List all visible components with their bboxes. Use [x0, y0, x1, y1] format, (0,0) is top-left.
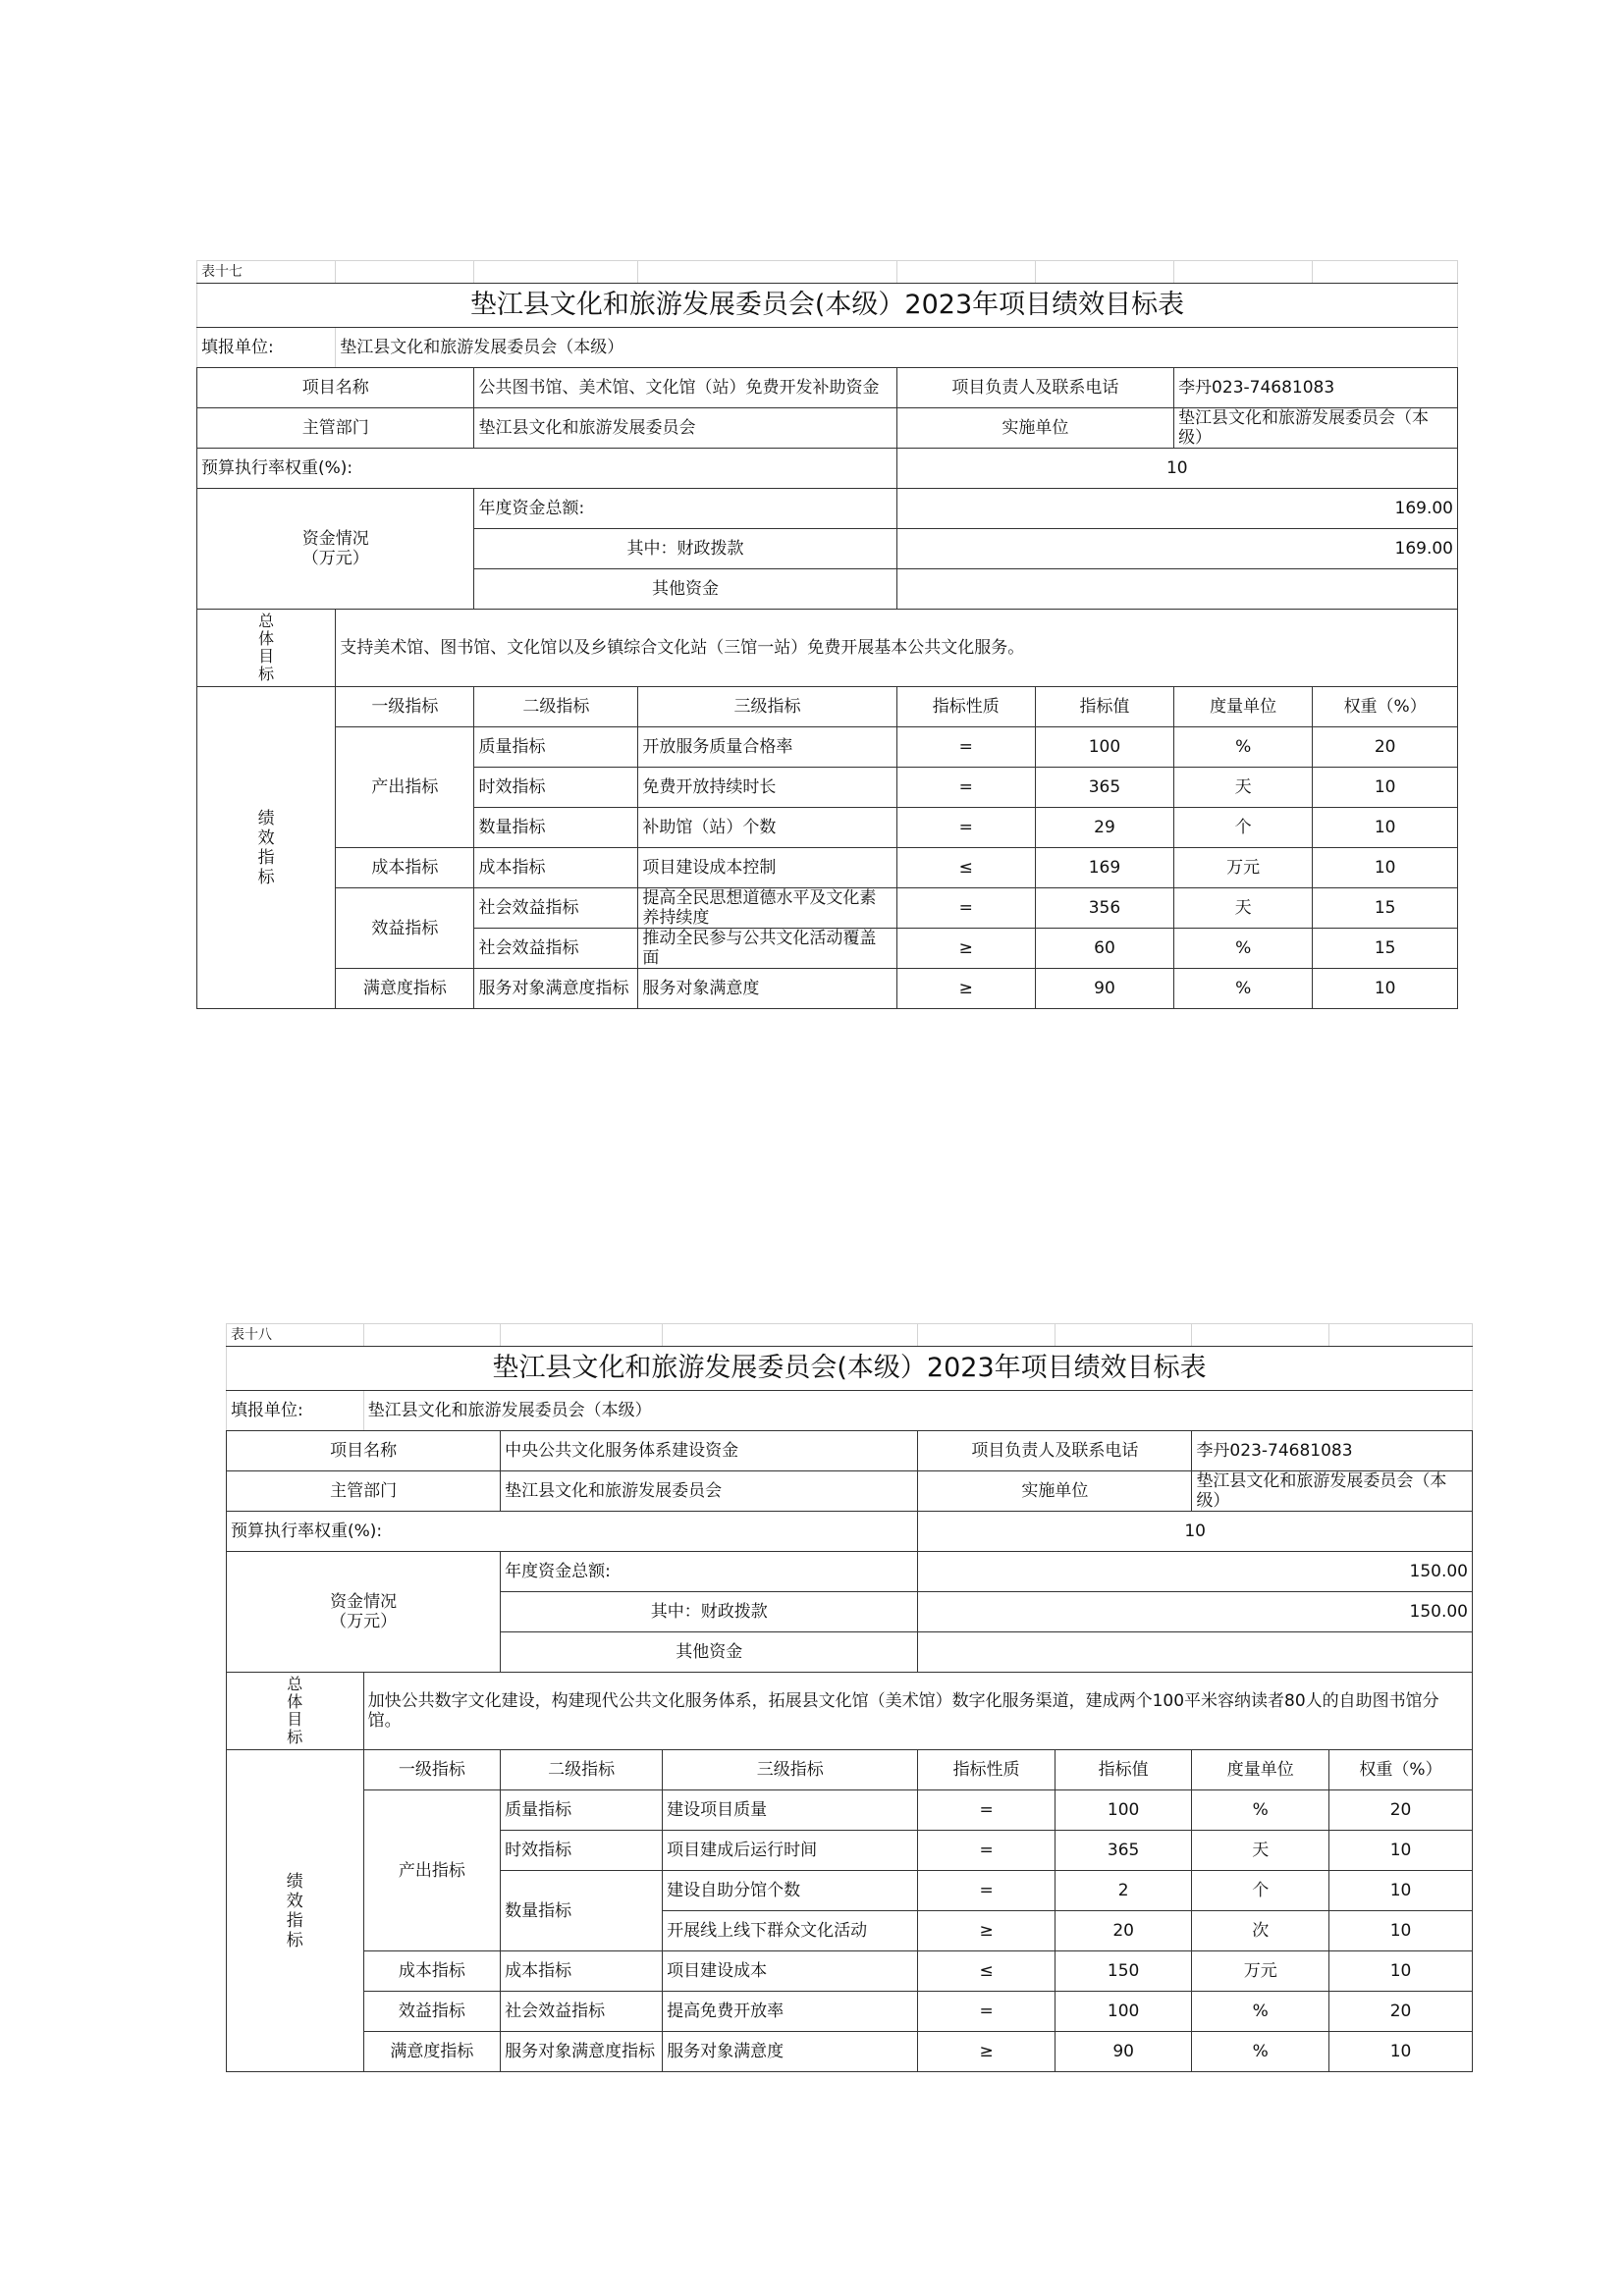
indicator-nature: ≤: [896, 848, 1035, 888]
indicator-weight: 10: [1329, 1831, 1473, 1871]
indicator-weight: 15: [1313, 929, 1458, 969]
column-header: 指标值: [1055, 1750, 1192, 1790]
indicator-weight: 10: [1313, 848, 1458, 888]
overall-goal-text: 支持美术馆、图书馆、文化馆以及乡镇综合文化站（三馆一站）免费开展基本公共文化服务。: [336, 610, 1458, 687]
reporting-unit-value: 垫江县文化和旅游发展委员会（本级）: [336, 328, 1458, 368]
indicator-value: 90: [1055, 2032, 1192, 2072]
indicator-unit: %: [1192, 2032, 1329, 2072]
budget-weight-label: 预算执行率权重(%):: [227, 1512, 918, 1552]
performance-indicators-label: 绩 效 指 标: [227, 1750, 364, 2072]
implementing-unit-label: 实施单位: [896, 408, 1173, 449]
indicator-weight: 10: [1313, 969, 1458, 1009]
level2-indicator: 社会效益指标: [474, 888, 638, 929]
department-label: 主管部门: [227, 1471, 501, 1512]
level2-indicator: 社会效益指标: [474, 929, 638, 969]
table-row: [197, 489, 1458, 529]
indicator-unit: %: [1174, 727, 1313, 768]
project-name-label: 项目名称: [197, 368, 474, 408]
empty-cell: [638, 261, 896, 284]
indicator-weight: 15: [1313, 888, 1458, 929]
empty-cell: [501, 1324, 663, 1347]
empty-cell: [1313, 261, 1458, 284]
indicator-value: 2: [1055, 1871, 1192, 1911]
level3-indicator: 项目建设成本: [663, 1951, 918, 1992]
budget-weight-value: 10: [896, 449, 1457, 489]
level2-indicator: 成本指标: [501, 1951, 663, 1992]
fiscal-funds-label: 其中：财政拨款: [501, 1592, 918, 1632]
indicator-unit: 天: [1174, 768, 1313, 808]
column-header: 二级指标: [474, 687, 638, 727]
funds-label: 资金情况 （万元）: [227, 1552, 501, 1673]
indicator-nature: =: [918, 1790, 1056, 1831]
overall-goal-text: 加快公共数字文化建设，构建现代公共文化服务体系，拓展县文化馆（美术馆）数字化服务渠道，建成两个100平米容纳读者80人的自助图书馆分馆。: [363, 1673, 1472, 1750]
table-row: [197, 727, 1458, 768]
empty-cell: [663, 1324, 918, 1347]
annual-funds-value: 169.00: [896, 489, 1457, 529]
fiscal-funds-value: 150.00: [918, 1592, 1473, 1632]
indicator-nature: ≥: [896, 929, 1035, 969]
column-header: 权重（%）: [1313, 687, 1458, 727]
level2-indicator: 数量指标: [501, 1871, 663, 1951]
indicator-unit: 万元: [1174, 848, 1313, 888]
level2-indicator: 成本指标: [474, 848, 638, 888]
table-row: [227, 1471, 1473, 1512]
level3-indicator: 建设自助分馆个数: [663, 1871, 918, 1911]
level3-indicator: 补助馆（站）个数: [638, 808, 896, 848]
table-row: [227, 1391, 1473, 1431]
level1-indicator: 产出指标: [336, 727, 474, 848]
empty-cell: [1329, 1324, 1473, 1347]
indicator-weight: 20: [1313, 727, 1458, 768]
table-number-label: 表十八: [227, 1324, 364, 1347]
overall-goal-label: 总 体 目 标: [197, 610, 336, 687]
level3-indicator: 提高免费开放率: [663, 1992, 918, 2032]
implementing-unit-label: 实施单位: [918, 1471, 1192, 1512]
indicator-weight: 10: [1313, 768, 1458, 808]
indicator-unit: 个: [1192, 1871, 1329, 1911]
empty-cell: [918, 1324, 1056, 1347]
empty-cell: [336, 261, 474, 284]
column-header: 二级指标: [501, 1750, 663, 1790]
contact-label: 项目负责人及联系电话: [918, 1431, 1192, 1471]
indicator-value: 29: [1035, 808, 1173, 848]
indicator-value: 365: [1035, 768, 1173, 808]
implementing-unit-value: 垫江县文化和旅游发展委员会（本级）: [1192, 1471, 1473, 1512]
indicator-unit: 个: [1174, 808, 1313, 848]
indicator-value: 100: [1055, 1790, 1192, 1831]
level3-indicator: 项目建成后运行时间: [663, 1831, 918, 1871]
fiscal-funds-label: 其中：财政拨款: [474, 529, 896, 569]
table-row: [197, 969, 1458, 1009]
level3-indicator: 服务对象满意度: [663, 2032, 918, 2072]
department-value: 垫江县文化和旅游发展委员会: [474, 408, 896, 449]
column-header: 指标性质: [918, 1750, 1056, 1790]
table-row: [197, 449, 1458, 489]
table-title: 垫江县文化和旅游发展委员会(本级）2023年项目绩效目标表: [197, 284, 1458, 328]
contact-label: 项目负责人及联系电话: [896, 368, 1173, 408]
level2-indicator: 质量指标: [501, 1790, 663, 1831]
table-row: [227, 1951, 1473, 1992]
department-label: 主管部门: [197, 408, 474, 449]
table-row: [197, 408, 1458, 449]
reporting-unit-value: 垫江县文化和旅游发展委员会（本级）: [363, 1391, 1472, 1431]
indicator-unit: 次: [1192, 1911, 1329, 1951]
column-header: 三级指标: [638, 687, 896, 727]
indicator-value: 100: [1055, 1992, 1192, 2032]
level3-indicator: 开展线上线下群众文化活动: [663, 1911, 918, 1951]
column-header: 指标性质: [896, 687, 1035, 727]
level3-indicator: 免费开放持续时长: [638, 768, 896, 808]
level3-indicator: 服务对象满意度: [638, 969, 896, 1009]
table-grid: [226, 1323, 1473, 2072]
level2-indicator: 质量指标: [474, 727, 638, 768]
table-row: [227, 1992, 1473, 2032]
other-funds-label: 其他资金: [501, 1632, 918, 1673]
table-row: [197, 888, 1458, 929]
indicator-nature: =: [896, 768, 1035, 808]
budget-weight-label: 预算执行率权重(%):: [197, 449, 897, 489]
level1-indicator: 效益指标: [336, 888, 474, 969]
column-header: 三级指标: [663, 1750, 918, 1790]
indicator-weight: 10: [1329, 2032, 1473, 2072]
indicator-nature: =: [896, 727, 1035, 768]
empty-cell: [363, 1324, 501, 1347]
table-row: [227, 1790, 1473, 1831]
fiscal-funds-value: 169.00: [896, 529, 1457, 569]
level3-indicator: 开放服务质量合格率: [638, 727, 896, 768]
contact-value: 李丹023-74681083: [1174, 368, 1458, 408]
performance-table-17: [196, 260, 1458, 1009]
reporting-unit-label: 填报单位:: [227, 1391, 364, 1431]
empty-cell: [474, 261, 638, 284]
indicator-nature: =: [918, 1992, 1056, 2032]
project-name-value: 中央公共文化服务体系建设资金: [501, 1431, 918, 1471]
level2-indicator: 社会效益指标: [501, 1992, 663, 2032]
column-header: 一级指标: [336, 687, 474, 727]
level2-indicator: 时效指标: [474, 768, 638, 808]
empty-cell: [1055, 1324, 1192, 1347]
table-row: [227, 1673, 1473, 1750]
indicator-value: 20: [1055, 1911, 1192, 1951]
empty-cell: [1192, 1324, 1329, 1347]
empty-cell: [1035, 261, 1173, 284]
indicator-value: 100: [1035, 727, 1173, 768]
indicator-value: 365: [1055, 1831, 1192, 1871]
table-row: [227, 1431, 1473, 1471]
table-row: [227, 1347, 1473, 1391]
indicator-unit: 万元: [1192, 1951, 1329, 1992]
empty-cell: [896, 261, 1035, 284]
indicator-unit: %: [1192, 1992, 1329, 2032]
table-title: 垫江县文化和旅游发展委员会(本级）2023年项目绩效目标表: [227, 1347, 1473, 1391]
budget-weight-value: 10: [918, 1512, 1473, 1552]
department-value: 垫江县文化和旅游发展委员会: [501, 1471, 918, 1512]
level1-indicator: 效益指标: [363, 1992, 501, 2032]
table-row: [227, 1324, 1473, 1347]
indicator-weight: 10: [1329, 1911, 1473, 1951]
indicator-weight: 10: [1329, 1951, 1473, 1992]
column-header: 度量单位: [1192, 1750, 1329, 1790]
indicator-nature: ≥: [918, 2032, 1056, 2072]
indicator-nature: ≤: [918, 1951, 1056, 1992]
level3-indicator: 项目建设成本控制: [638, 848, 896, 888]
funds-label: 资金情况 （万元）: [197, 489, 474, 610]
column-header: 一级指标: [363, 1750, 501, 1790]
level3-indicator: 提高全民思想道德水平及文化素养持续度: [638, 888, 896, 929]
indicator-value: 169: [1035, 848, 1173, 888]
level3-indicator: 推动全民参与公共文化活动覆盖面: [638, 929, 896, 969]
annual-funds-label: 年度资金总额:: [501, 1552, 918, 1592]
annual-funds-value: 150.00: [918, 1552, 1473, 1592]
indicator-value: 90: [1035, 969, 1173, 1009]
empty-cell: [1174, 261, 1313, 284]
table-row: [197, 261, 1458, 284]
level1-indicator: 满意度指标: [336, 969, 474, 1009]
performance-table-18: [226, 1323, 1473, 2072]
table-row: [227, 1750, 1473, 1790]
level2-indicator: 数量指标: [474, 808, 638, 848]
level1-indicator: 满意度指标: [363, 2032, 501, 2072]
level1-indicator: 产出指标: [363, 1790, 501, 1951]
level1-indicator: 成本指标: [336, 848, 474, 888]
table-row: [197, 284, 1458, 328]
table-row: [197, 848, 1458, 888]
indicator-nature: =: [918, 1871, 1056, 1911]
implementing-unit-value: 垫江县文化和旅游发展委员会（本级）: [1174, 408, 1458, 449]
indicator-value: 150: [1055, 1951, 1192, 1992]
indicator-unit: 天: [1174, 888, 1313, 929]
level3-indicator: 建设项目质量: [663, 1790, 918, 1831]
table-grid: [196, 260, 1458, 1009]
annual-funds-label: 年度资金总额:: [474, 489, 896, 529]
other-funds-value: [918, 1632, 1473, 1673]
table-row: [197, 687, 1458, 727]
table-row: [197, 328, 1458, 368]
indicator-unit: %: [1174, 929, 1313, 969]
table-row: [197, 610, 1458, 687]
table-row: [227, 1552, 1473, 1592]
reporting-unit-label: 填报单位:: [197, 328, 336, 368]
level2-indicator: 服务对象满意度指标: [474, 969, 638, 1009]
indicator-nature: =: [896, 808, 1035, 848]
table-row: [227, 1512, 1473, 1552]
overall-goal-label: 总 体 目 标: [227, 1673, 364, 1750]
other-funds-value: [896, 569, 1457, 610]
performance-indicators-label: 绩 效 指 标: [197, 687, 336, 1009]
table-row: [227, 2032, 1473, 2072]
indicator-weight: 20: [1329, 1790, 1473, 1831]
indicator-nature: =: [896, 888, 1035, 929]
level2-indicator: 时效指标: [501, 1831, 663, 1871]
indicator-nature: ≥: [918, 1911, 1056, 1951]
level1-indicator: 成本指标: [363, 1951, 501, 1992]
indicator-value: 356: [1035, 888, 1173, 929]
contact-value: 李丹023-74681083: [1192, 1431, 1473, 1471]
indicator-weight: 20: [1329, 1992, 1473, 2032]
indicator-weight: 10: [1329, 1871, 1473, 1911]
table-number-label: 表十七: [197, 261, 336, 284]
column-header: 度量单位: [1174, 687, 1313, 727]
level2-indicator: 服务对象满意度指标: [501, 2032, 663, 2072]
indicator-nature: ≥: [896, 969, 1035, 1009]
column-header: 指标值: [1035, 687, 1173, 727]
indicator-unit: %: [1174, 969, 1313, 1009]
table-row: [197, 368, 1458, 408]
indicator-unit: %: [1192, 1790, 1329, 1831]
project-name-value: 公共图书馆、美术馆、文化馆（站）免费开发补助资金: [474, 368, 896, 408]
indicator-value: 60: [1035, 929, 1173, 969]
project-name-label: 项目名称: [227, 1431, 501, 1471]
other-funds-label: 其他资金: [474, 569, 896, 610]
indicator-unit: 天: [1192, 1831, 1329, 1871]
indicator-weight: 10: [1313, 808, 1458, 848]
indicator-nature: =: [918, 1831, 1056, 1871]
column-header: 权重（%）: [1329, 1750, 1473, 1790]
